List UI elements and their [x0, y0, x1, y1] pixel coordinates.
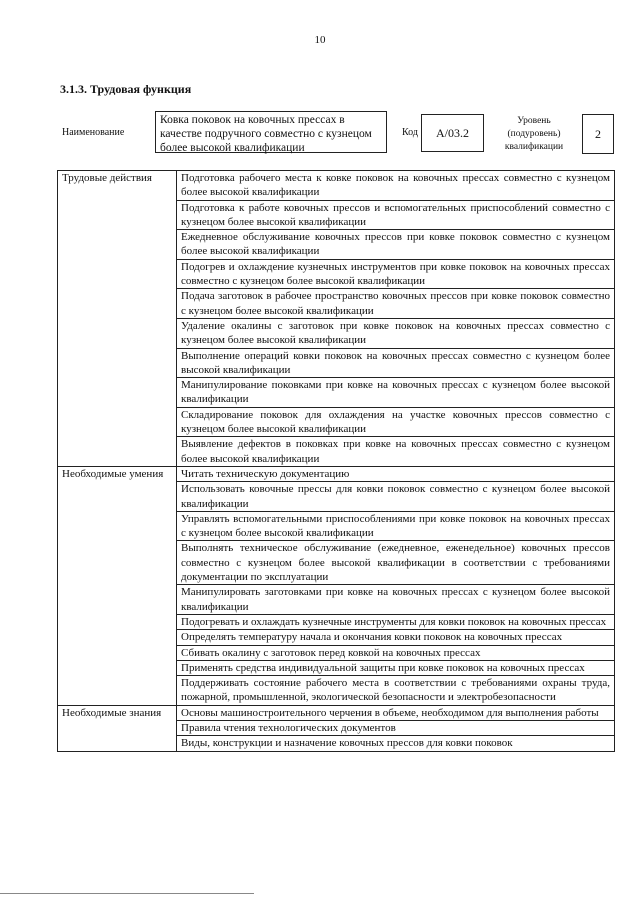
item-cell: Ежедневное обслуживание ковочных прессов при ковке поковок совместно с кузнецом более высокой квалификации — [177, 230, 615, 260]
item-cell: Манипулировать заготовками при ковке на ковочных прессах с кузнецом более высокой квалификации — [177, 585, 615, 615]
table-row — [58, 171, 615, 201]
item-cell: Сбивать окалину с заготовок перед ковкой на ковочных прессах — [177, 645, 615, 660]
item-cell: Удаление окалины с заготовок при ковке поковок на ковочных прессах совместно с кузнецом более высокой квалификации — [177, 318, 615, 348]
table-row — [58, 466, 615, 481]
category-cell: Необходимые знания — [58, 705, 177, 751]
item-cell: Определять температуру начала и окончания ковки поковок на ковочных прессах — [177, 630, 615, 645]
item-cell: Основы машиностроительного черчения в объеме, необходимом для выполнения работы — [177, 705, 615, 720]
table-row — [58, 705, 615, 720]
category-cell: Трудовые действия — [58, 171, 177, 467]
item-cell: Виды, конструкции и назначение ковочных прессов для ковки поковок — [177, 736, 615, 751]
item-cell: Поддерживать состояние рабочего места в соответствии с требованиями охраны труда, пожарной, промышленной, экологической безопасности и электробезопасности — [177, 676, 615, 706]
item-cell: Правила чтения технологических документов — [177, 720, 615, 735]
name-label: Наименование — [62, 127, 125, 138]
code-label: Код — [402, 127, 418, 138]
level-label: Уровень (подуровень) квалификации — [504, 116, 564, 152]
item-cell: Подготовка к работе ковочных прессов и вспомогательных приспособлений совместно с кузнецом более высокой квалификации — [177, 200, 615, 230]
item-cell: Выполнять техническое обслуживание (ежедневное, еженедельное) ковочных прессов совместно с кузнецом более высокой квалификации в соответствии с требованиями документации по эксплуатации — [177, 541, 615, 585]
item-cell: Подогрев и охлаждение кузнечных инструментов при ковке поковок на ковочных прессах совместно с кузнецом более высокой квалификации — [177, 259, 615, 289]
item-cell: Читать техническую документацию — [177, 466, 615, 481]
item-cell: Использовать ковочные прессы для ковки поковок совместно с кузнецом более высокой квалификации — [177, 482, 615, 512]
section-title: 3.1.3. Трудовая функция — [60, 82, 192, 96]
item-cell: Подготовка рабочего места к ковке поковок на ковочных прессах совместно с кузнецом более высокой квалификации — [177, 171, 615, 201]
category-cell: Необходимые умения — [58, 466, 177, 705]
item-cell: Подача заготовок в рабочее пространство ковочных прессов при ковке поковок совместно с кузнецом более высокой квалификации — [177, 289, 615, 319]
item-cell: Складирование поковок для охлаждения на участке ковочных прессов совместно с кузнецом более высокой квалификации — [177, 407, 615, 437]
item-cell: Манипулирование поковками при ковке на ковочных прессах с кузнецом более высокой квалификации — [177, 378, 615, 408]
code-value-box: А/03.2 — [421, 114, 484, 152]
item-cell: Подогревать и охлаждать кузнечные инструменты для ковки поковок на ковочных прессах — [177, 614, 615, 629]
item-cell: Управлять вспомогательными приспособлениями при ковке поковок на ковочных прессах с кузнецом более высокой квалификации — [177, 511, 615, 541]
page-number: 10 — [314, 34, 326, 46]
labor-function-table — [57, 170, 615, 752]
item-cell: Выявление дефектов в поковках при ковке на ковочных прессах совместно с кузнецом более высокой квалификации — [177, 437, 615, 467]
item-cell: Применять средства индивидуальной защиты при ковке поковок на ковочных прессах — [177, 660, 615, 675]
item-cell: Выполнение операций ковки поковок на ковочных прессах совместно с кузнецом более высокой квалификации — [177, 348, 615, 378]
footnote-separator — [0, 893, 254, 894]
name-value-box: Ковка поковок на ковочных прессах в качестве подручного совместно с кузнецом более высокой квалификации — [155, 111, 387, 153]
level-value-box: 2 — [582, 114, 614, 154]
